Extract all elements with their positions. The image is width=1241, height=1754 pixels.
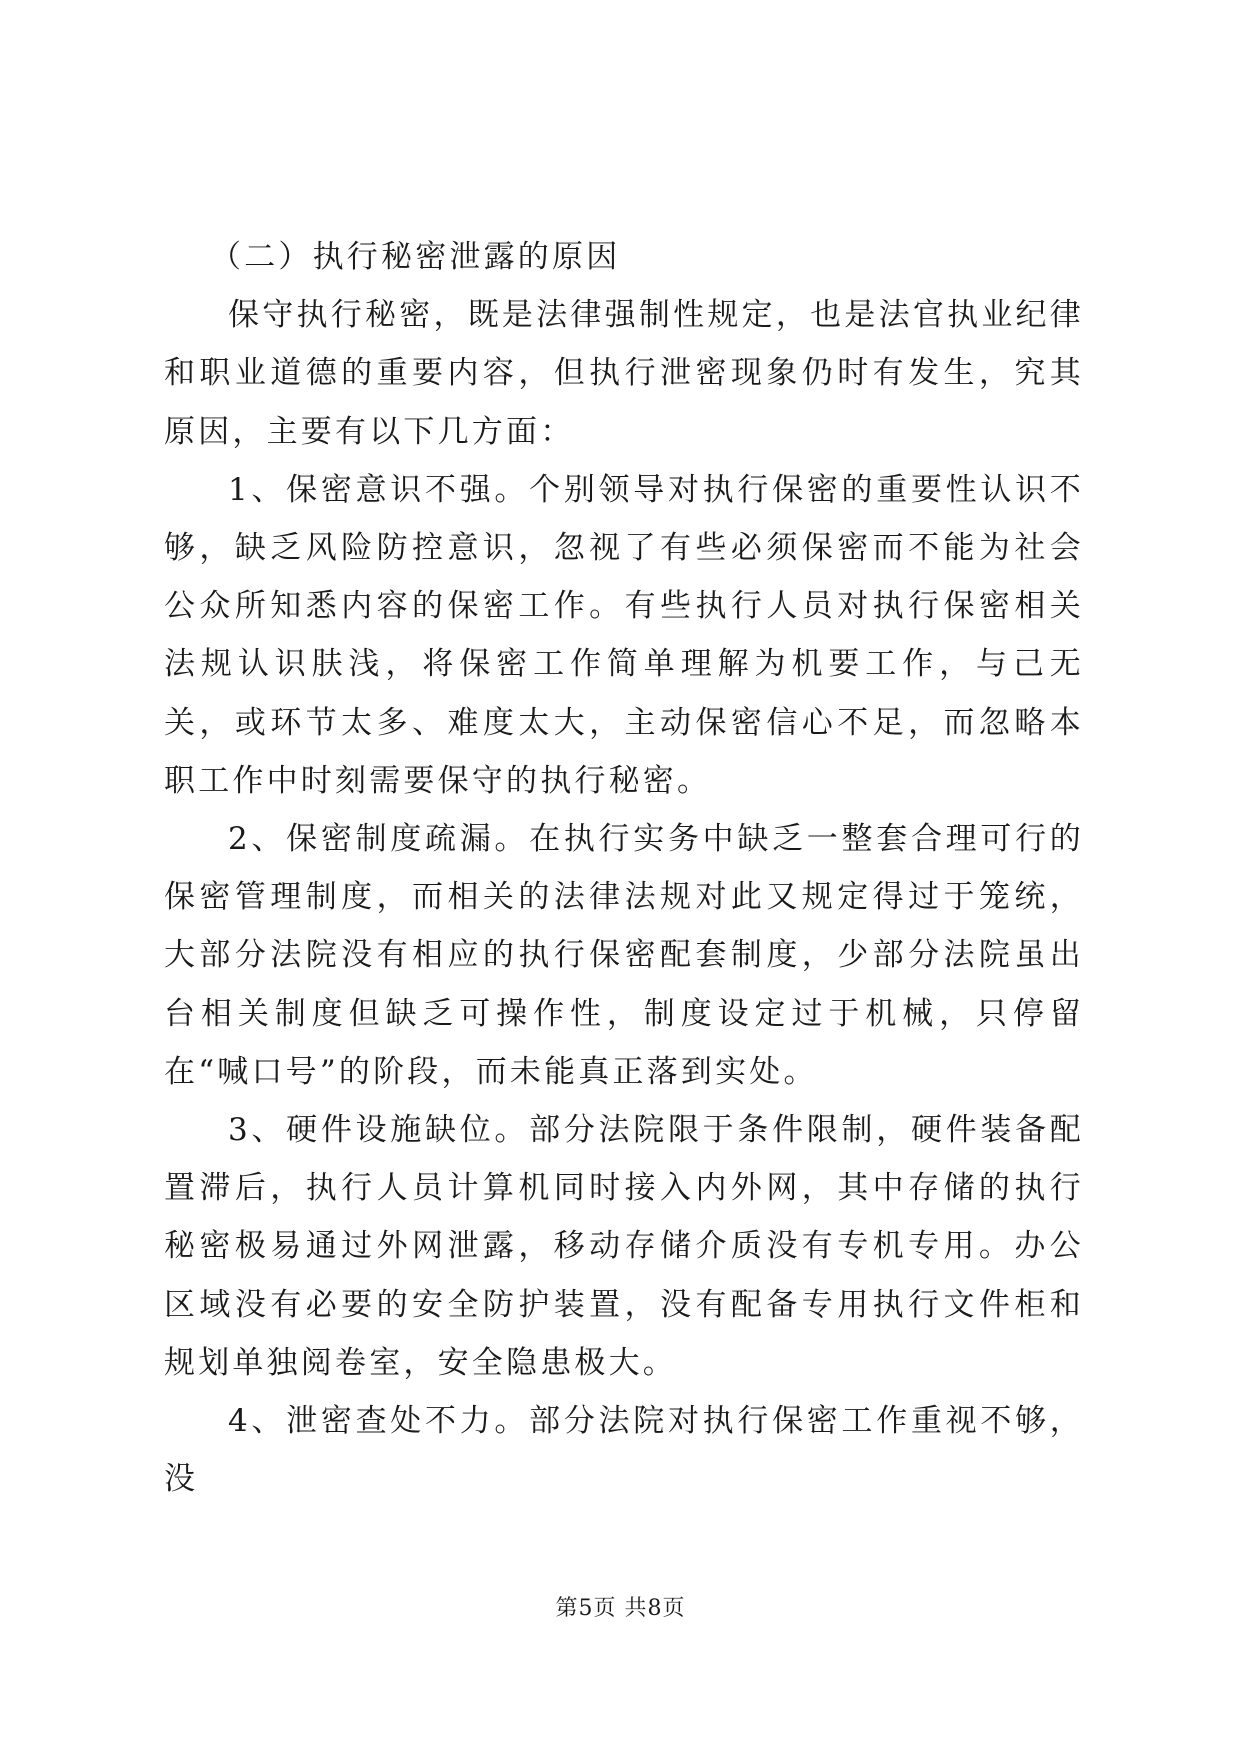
paragraph-point-1: 1、保密意识不强。个别领导对执行保密的重要性认识不够，缺乏风险防控意识，忽视了有些必须保密而不能为社会公众所知悉内容的保密工作。有些执行人员对执行保密相关法规认识肤浅，将保密工作简单理解为机要工作，与己无关，或环节太多、难度太大，主动保密信心不足，而忽略本职工作中时刻需要保守的执行秘密。 (164, 471, 1084, 799)
paragraph-intro: 保守执行秘密，既是法律强制性规定，也是法官执业纪律和职业道德的重要内容，但执行泄密现象仍时有发生，究其原因，主要有以下几方面： (164, 297, 1084, 450)
paragraph-point-4: 4、泄密查处不力。部分法院对执行保密工作重视不够，没 (164, 1403, 1084, 1498)
paragraph-point-2: 2、保密制度疏漏。在执行实务中缺乏一整套合理可行的保密管理制度，而相关的法律法规对此又规定得过于笼统，大部分法院没有相应的执行保密配套制度，少部分法院虽出台相关制度但缺乏可操作性，制度设定过于机械，只停留在“喊口号”的阶段，而未能真正落到实处。 (164, 821, 1084, 1090)
document-body (164, 228, 1084, 1508)
section-heading: （二）执行秘密泄露的原因 (210, 239, 621, 275)
page-footer: 第5页 共8页 (555, 1596, 686, 1621)
paragraph-point-3: 3、硬件设施缺位。部分法院限于条件限制，硬件装备配置滞后，执行人员计算机同时接入内外网，其中存储的执行秘密极易通过外网泄露，移动存储介质没有专机专用。办公区域没有必要的安全防护装置，没有配备专用执行文件柜和规划单独阅卷室，安全隐患极大。 (164, 1112, 1084, 1381)
